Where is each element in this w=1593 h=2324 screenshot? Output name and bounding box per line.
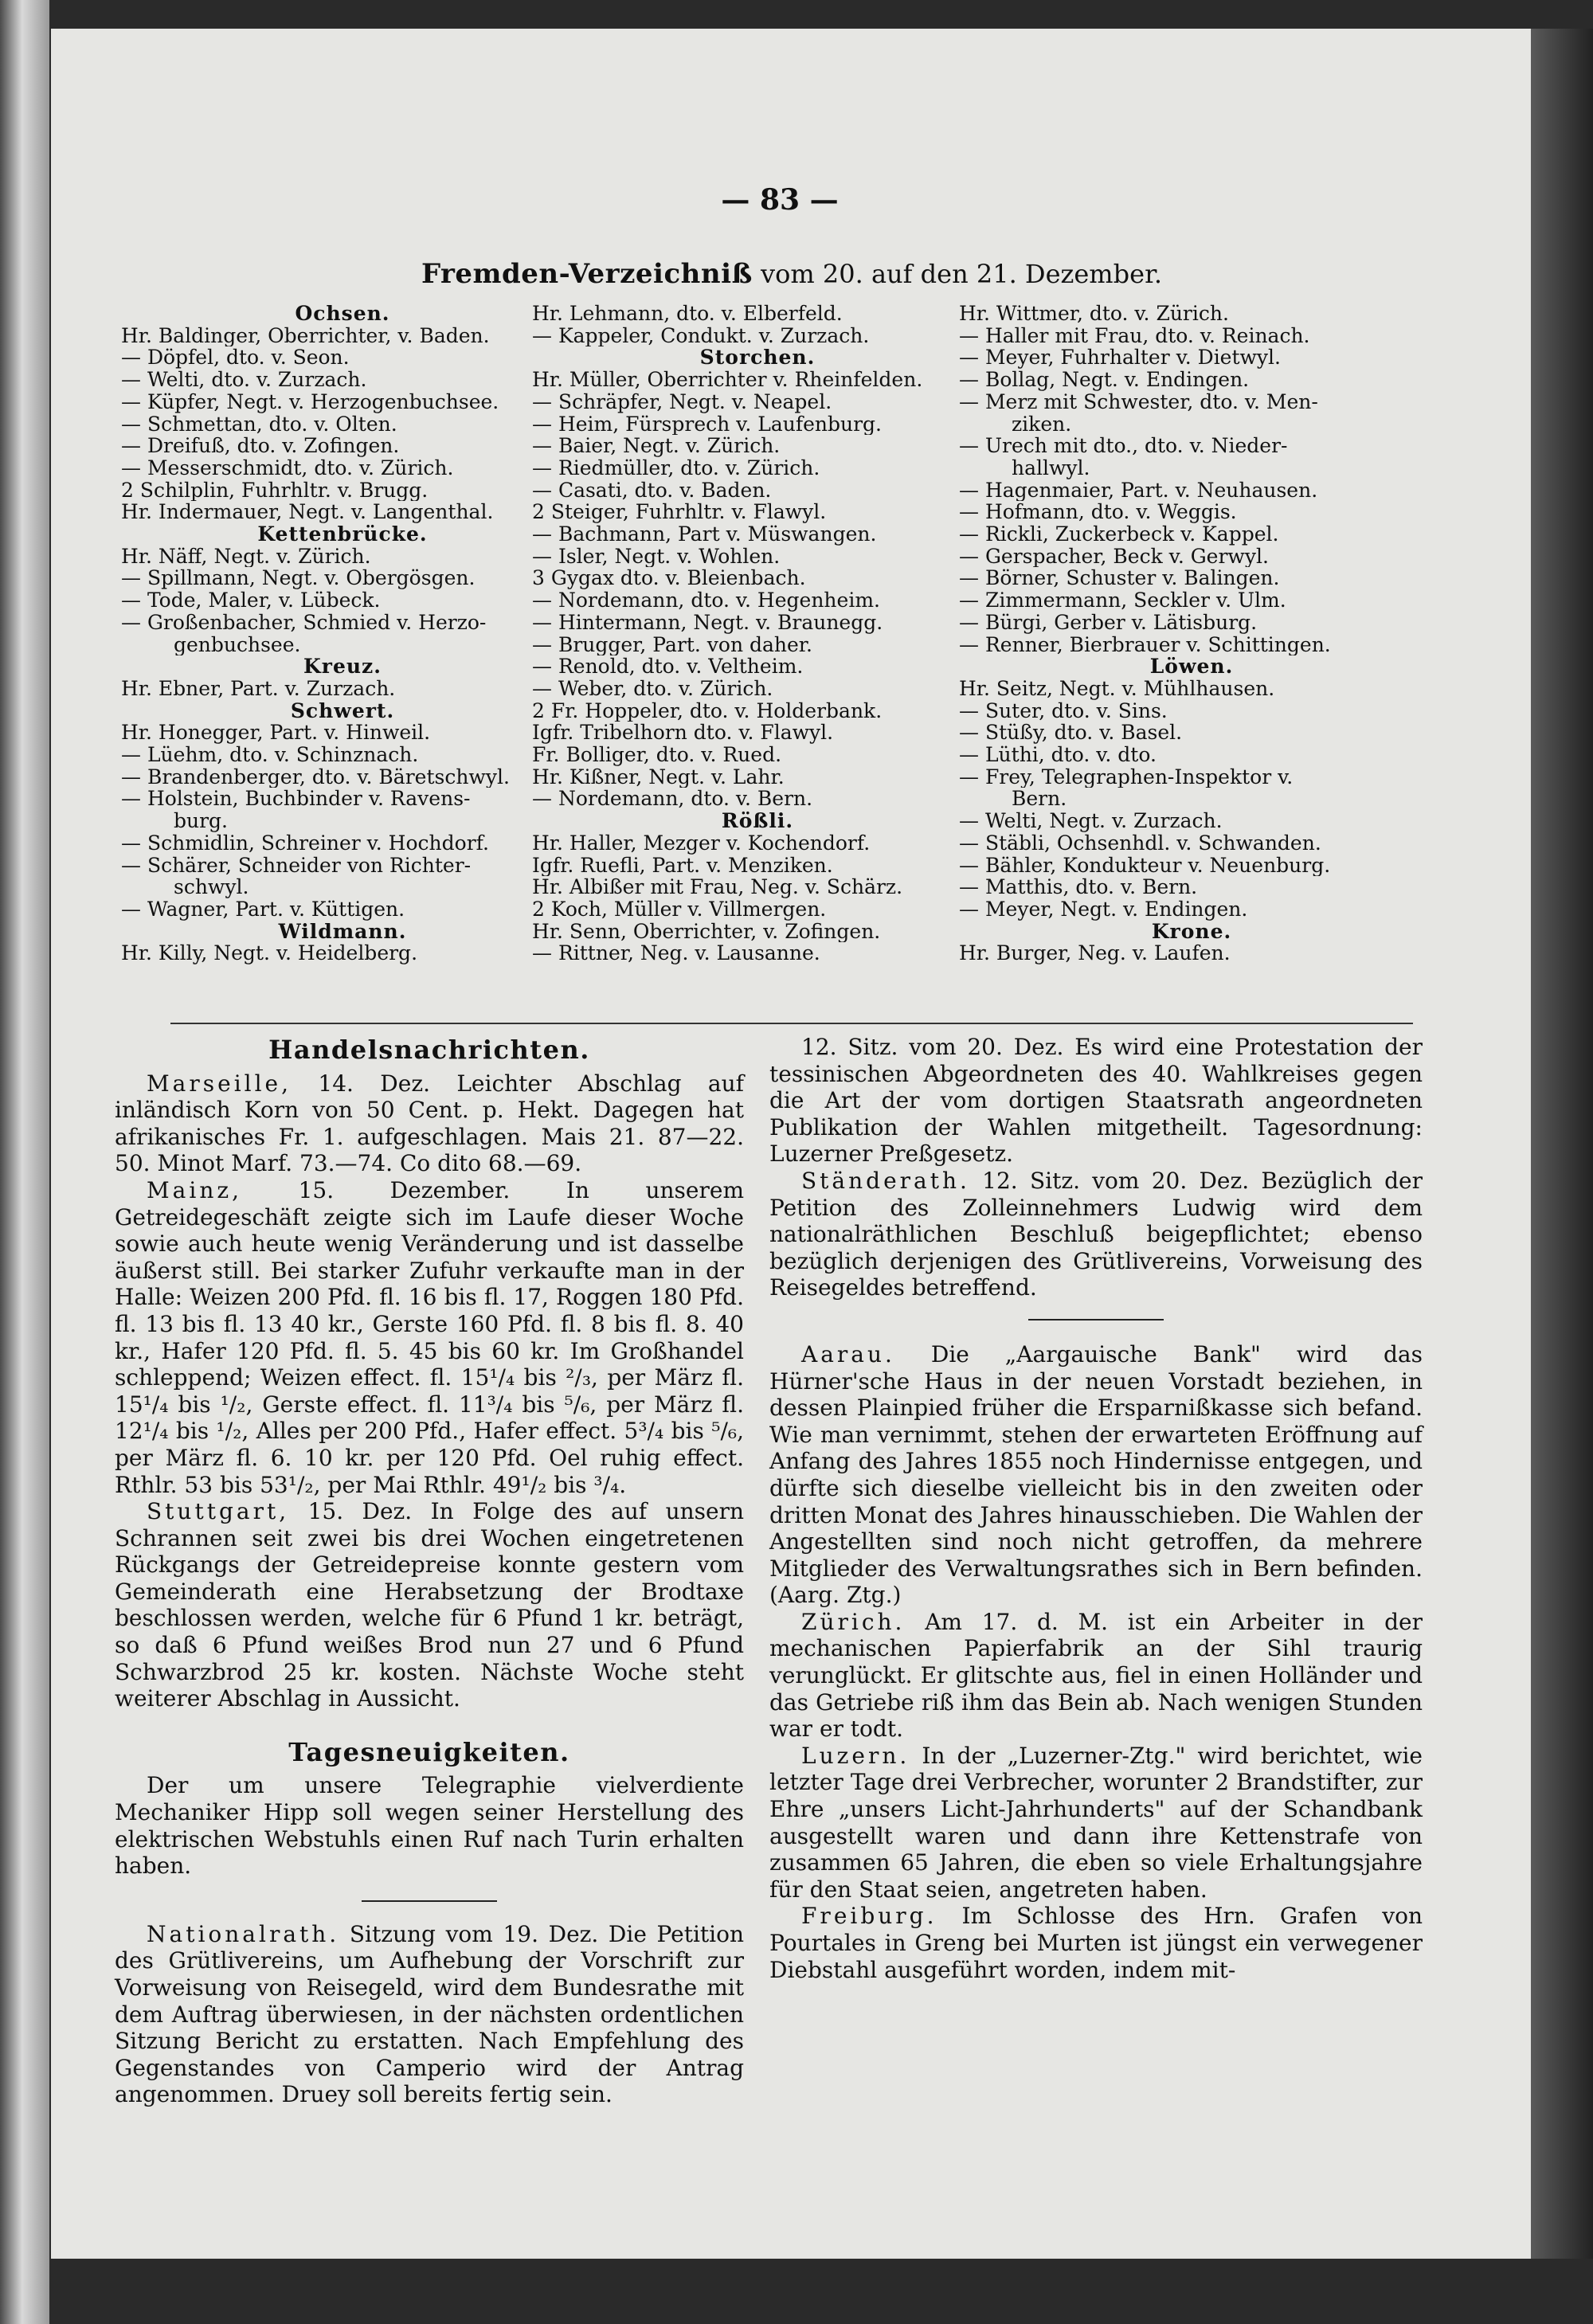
register-entry: — Stüßy, dto. v. Basel.: [959, 722, 1183, 745]
register-entry: — Bachmann, Part v. Müswangen.: [532, 523, 877, 546]
register-entry: Hr. Senn, Oberrichter, v. Zofingen.: [532, 920, 881, 943]
article-hipp: Der um unsere Telegraphie vielverdiente Mechaniker Hipp soll wegen seiner Herstellung des elektrischen Webstuhls einen Ruf nach Turin erhalten haben.: [115, 1772, 744, 1880]
register-entry: — Matthis, dto. v. Bern.: [959, 876, 1198, 898]
register-entry: — Isler, Negt. v. Wohlen.: [532, 545, 781, 568]
register-inn-heading: Wildmann.: [278, 920, 407, 943]
register-entry: — Holstein, Buchbinder v. Ravens-: [121, 788, 471, 811]
register-entry: Hr. Killy, Negt. v. Heidelberg.: [121, 942, 418, 965]
register-inn-heading: Kreuz.: [303, 655, 382, 678]
register-entry: — Suter, dto. v. Sins.: [959, 699, 1168, 722]
register-entry: Igfr. Ruefli, Part. v. Menziken.: [532, 854, 833, 877]
register-entry: hallwyl.: [1012, 456, 1090, 479]
register-inn-heading: Krone.: [1151, 920, 1232, 943]
register-title-main: Fremden-Verzeichniß: [421, 258, 753, 290]
register-entry: Hr. Ebner, Part. v. Zurzach.: [121, 677, 396, 700]
register-entry: — Hagenmaier, Part. v. Neuhausen.: [959, 479, 1318, 502]
register-entry: — Lüehm, dto. v. Schinznach.: [121, 744, 419, 766]
register-entry: — Rittner, Neg. v. Lausanne.: [532, 942, 820, 965]
register-entry: — Hofmann, dto. v. Weggis.: [959, 501, 1237, 524]
register-entry: — Messerschmidt, dto. v. Zürich.: [121, 456, 454, 479]
register-entry: Hr. Honegger, Part. v. Hinweil.: [121, 722, 431, 745]
register-entry: — Hintermann, Negt. v. Braunegg.: [532, 611, 883, 634]
register-entry: — Urech mit dto., dto. v. Nieder-: [959, 435, 1288, 457]
article-aarau: Aarau. Die „Aargauische Bank" wird das Hürner'sche Haus in der neuen Vorstadt beziehen, in dessen Plainpied früher die Ersparnißkasse sich befand. Wie man vernimmt, stehen der erwarteten Eröffnung auf Anfang des Jahres 1855 noch Hindernisse entgegen, und dürfte sich dieselbe vielleicht bis in den zweiten oder dritten Monat des Jahres hinausschieben. Die Wahlen der Angestellten sind noch nicht getroffen, da mehrere Mitglieder des Verwaltungsrathes sich in Bern befinden. (Aarg. Ztg.): [769, 1340, 1423, 1609]
register-entry: — Nordemann, dto. v. Bern.: [532, 788, 813, 811]
section-heading-handel: Handelsnachrichten.: [268, 1035, 590, 1065]
page-edge: [1531, 29, 1593, 2259]
register-entry: — Casati, dto. v. Baden.: [532, 479, 772, 502]
left-column: [115, 1034, 744, 2108]
register-entry: — Großenbacher, Schmied v. Herzo-: [121, 611, 487, 634]
register-column-2: [532, 303, 983, 964]
register-column-1: [121, 303, 564, 964]
register-entry: — Schmidlin, Schreiner v. Hochdorf.: [121, 831, 489, 855]
register-entry: — Bollag, Negt. v. Endingen.: [959, 369, 1250, 391]
register-entry: — Meyer, Fuhrhalter v. Dietwyl.: [959, 346, 1281, 370]
register-entry: Hr. Indermauer, Negt. v. Langenthal.: [121, 501, 494, 524]
register-entry: — Börner, Schuster v. Balingen.: [959, 567, 1280, 590]
article-mainz: Mainz, 15. Dezember. In unserem Getreidegeschäft zeigte sich im Laufe dieser Woche sowie auch heute wenig Veränderung und ist dasselbe äußerst still. Bei starker Zufuhr verkaufte man in der Halle: Weizen 200 Pfd. fl. 16 bis fl. 17, Roggen 180 Pfd. fl. 13 bis fl. 13 40 kr., Gerste 160 Pfd. fl. 8 bis fl. 8. 40 kr., Hafer 120 Pfd. fl. 5. 45 bis 60 kr. Im Großhandel schleppend; Weizen effect. fl. 15¹/₄ bis ²/₃, per März fl. 15¹/₄ bis ¹/₂, Gerste effect. fl. 11³/₄ bis ⁵/₆, per März fl. 12¹/₄ bis ¹/₂, Alles per 200 Pfd., Hafer effect. 5³/₄ bis ⁵/₆, per März fl. 6. 10 kr. per 120 Pfd. Oel ruhig effect. Rthlr. 53 bis 53¹/₂, per Mai Rthlr. 49¹/₂ bis ³/₄.: [115, 1176, 744, 1498]
register-entry: — Welti, dto. v. Zurzach.: [121, 369, 367, 391]
register-entry: — Tode, Maler, v. Lübeck.: [121, 589, 381, 612]
register-entry: schwyl.: [174, 876, 249, 898]
register-entry: 3 Gygax dto. v. Bleienbach.: [532, 567, 806, 590]
register-column-3: [959, 303, 1424, 964]
register-entry: — Brugger, Part. von daher.: [532, 633, 812, 656]
register-entry: — Haller mit Frau, dto. v. Reinach.: [959, 324, 1310, 347]
register-entry: — Schmettan, dto. v. Olten.: [121, 413, 397, 436]
register-entry: Hr. Kißner, Negt. v. Lahr.: [532, 765, 785, 788]
register-entry: 2 Fr. Hoppeler, dto. v. Holderbank.: [532, 699, 883, 722]
register-entry: — Bähler, Kondukteur v. Neuenburg.: [959, 854, 1331, 877]
register-entry: — Renner, Bierbrauer v. Schittingen.: [959, 633, 1331, 656]
newspaper-page: [51, 29, 1531, 2259]
right-column: [769, 1034, 1423, 1983]
register-entry: — Merz mit Schwester, dto. v. Men-: [959, 390, 1318, 413]
register-entry: Fr. Bolliger, dto. v. Rued.: [532, 744, 782, 766]
register-entry: Hr. Haller, Mezger v. Kochendorf.: [532, 831, 871, 855]
register-entry: — Döpfel, dto. v. Seon.: [121, 346, 350, 370]
register-inn-heading: Löwen.: [1149, 655, 1234, 678]
register-entry: — Küpfer, Negt. v. Herzogenbuchsee.: [121, 390, 499, 413]
register-entry: 2 Koch, Müller v. Villmergen.: [532, 898, 827, 921]
section-heading-tages: Tagesneuigkeiten.: [288, 1736, 570, 1767]
register-entry: Hr. Burger, Neg. v. Laufen.: [959, 942, 1231, 965]
article-stuttgart: Stuttgart, 15. Dez. In Folge des auf unsern Schrannen seit zwei bis drei Wochen eingetretenen Rückgangs der Getreidepreise konnte gestern vom Gemeinderath eine Herabsetzung der Brodtaxe beschlossen werden, welche für 6 Pfund 1 kr. beträgt, so daß 6 Pfund weißes Brod nun 27 und 6 Pfund Schwarzbrod 25 kr. kosten. Nächste Woche steht weiterer Abschlag in Aussicht.: [115, 1498, 745, 1712]
register-entry: Hr. Müller, Oberrichter v. Rheinfelden.: [532, 369, 923, 391]
article-freiburg: Freiburg. Im Schlosse des Hrn. Grafen von Pourtales in Greng bei Murten ist jüngst ein verwegener Diebstahl ausgeführt worden, indem mit-: [769, 1903, 1423, 1983]
register-inn-heading: Rößli.: [721, 810, 794, 832]
register-entry: 2 Steiger, Fuhrhltr. v. Flawyl.: [532, 501, 827, 524]
register-entry: — Wagner, Part. v. Küttigen.: [121, 898, 405, 921]
register-entry: — Schärer, Schneider von Richter-: [121, 854, 472, 877]
register-entry: Hr. Albißer mit Frau, Neg. v. Schärz.: [532, 876, 903, 898]
register-entry: 2 Schilplin, Fuhrhltr. v. Brugg.: [121, 479, 429, 502]
register-entry: — Dreifuß, dto. v. Zofingen.: [121, 435, 400, 457]
register-entry: — Baier, Negt. v. Zürich.: [532, 435, 781, 457]
book-spine: [0, 0, 49, 2324]
register-entry: — Rickli, Zuckerbeck v. Kappel.: [959, 523, 1279, 546]
article-luzern: Luzern. In der „Luzerner-Ztg." wird berichtet, wie letzter Tage drei Verbrecher, worunter 2 Brandstifter, zur Ehre „unsers Licht-Jahrhunderts" auf der Schandbank ausgestellt waren und dann ihre Kettenstrafe von zusammen 65 Jahren, die eben so viele Erhaltungsjahre für den Staat seien, angetreten haben.: [769, 1742, 1423, 1903]
register-entry: Igfr. Tribelhorn dto. v. Flawyl.: [532, 722, 834, 745]
register-entry: — Brandenberger, dto. v. Bäretschwyl.: [121, 765, 510, 788]
register-entry: ziken.: [1012, 413, 1072, 436]
divider: [170, 1023, 1413, 1024]
article-marseille: Marseille, 14. Dez. Leichter Abschlag auf inländisch Korn von 50 Cent. p. Hekt. Dagegen hat afrikanisches Fr. 1. aufgeschlagen. Mais 21. 87—22. 50. Minot Marf. 73.—74. Co dito 68.—69.: [115, 1070, 745, 1177]
register-entry: Hr. Seitz, Negt. v. Mühlhausen.: [959, 677, 1275, 700]
register-entry: — Bürgi, Gerber v. Lätisburg.: [959, 611, 1258, 634]
register-entry: — Spillmann, Negt. v. Obergösgen.: [121, 567, 476, 590]
article-staenderath: Ständerath. 12. Sitz. vom 20. Dez. Bezüglich der Petition des Zolleinnehmers Ludwig wird dem nationalräthlichen Beschluß beigepflichtet; ebenso bezüglich derjenigen des Grütlivereins, Vorweisung des Reisegeldes betreffend.: [769, 1167, 1423, 1301]
register-entry: — Zimmermann, Seckler v. Ulm.: [959, 589, 1286, 612]
register-entry: burg.: [174, 810, 229, 832]
register-entry: — Kappeler, Condukt. v. Zurzach.: [532, 324, 870, 347]
register-entry: — Riedmüller, dto. v. Zürich.: [532, 456, 820, 479]
register-entry: Hr. Lehmann, dto. v. Elberfeld.: [532, 303, 843, 325]
register-entry: — Nordemann, dto. v. Hegenheim.: [532, 589, 880, 612]
register-entry: Bern.: [1012, 788, 1067, 811]
article-sitzung-12: 12. Sitz. vom 20. Dez. Es wird eine Protestation der tessinischen Abgeordneten des 40. Wahlkreises gegen die Art der vom dortigen Staatsrath angeordneten Publikation der Wahlen mitgetheilt. Tagesordnung: Luzerner Preßgesetz.: [769, 1034, 1423, 1168]
page-number: — 83 —: [721, 183, 839, 217]
register-entry: — Heim, Fürsprech v. Laufenburg.: [532, 413, 882, 436]
register-entry: — Frey, Telegraphen-Inspektor v.: [959, 765, 1294, 788]
register-inn-heading: Ochsen.: [295, 303, 390, 325]
register-entry: — Weber, dto. v. Zürich.: [532, 677, 773, 700]
divider: [362, 1900, 497, 1902]
register-inn-heading: Storchen.: [699, 346, 816, 370]
register-entry: — Schräpfer, Negt. v. Neapel.: [532, 390, 832, 413]
register-title: [378, 258, 1206, 290]
register-entry: Hr. Näff, Negt. v. Zürich.: [121, 545, 371, 568]
register-title-date: vom 20. auf den 21. Dezember.: [761, 259, 1163, 289]
article-zuerich: Zürich. Am 17. d. M. ist ein Arbeiter in der mechanischen Papierfabrik an der Sihl traurig verunglückt. Er glitschte aus, fiel in einen Holländer und das Getriebe riß ihm das Bein ab. Nach wenigen Stunden war er todt.: [769, 1608, 1423, 1743]
register-entry: — Welti, Negt. v. Zurzach.: [959, 810, 1223, 832]
register-entry: Hr. Wittmer, dto. v. Zürich.: [959, 303, 1229, 325]
register-entry: — Lüthi, dto. v. dto.: [959, 744, 1157, 766]
article-nationalrath: Nationalrath. Sitzung vom 19. Dez. Die Petition des Grütlivereins, um Aufhebung der Vorschrift zur Vorweisung von Reisegeld, wird dem Bundesrathe mit dem Auftrag überwiesen, in der nächsten ordentlichen Sitzung Bericht zu erstatten. Nach Empfehlung des Gegenstandes von Camperio wird der Antrag angenommen. Druey soll bereits fertig sein.: [115, 1920, 744, 2108]
divider: [1028, 1319, 1164, 1320]
register-inn-heading: Kettenbrücke.: [257, 523, 428, 546]
register-inn-heading: Schwert.: [290, 699, 395, 722]
register-entry: — Meyer, Negt. v. Endingen.: [959, 898, 1248, 921]
register-entry: Hr. Baldinger, Oberrichter, v. Baden.: [121, 324, 490, 347]
register-entry: — Renold, dto. v. Veltheim.: [532, 655, 804, 678]
register-entry: — Gerspacher, Beck v. Gerwyl.: [959, 545, 1269, 568]
register-entry: — Stäbli, Ochsenhdl. v. Schwanden.: [959, 831, 1321, 855]
register-entry: genbuchsee.: [174, 633, 301, 656]
